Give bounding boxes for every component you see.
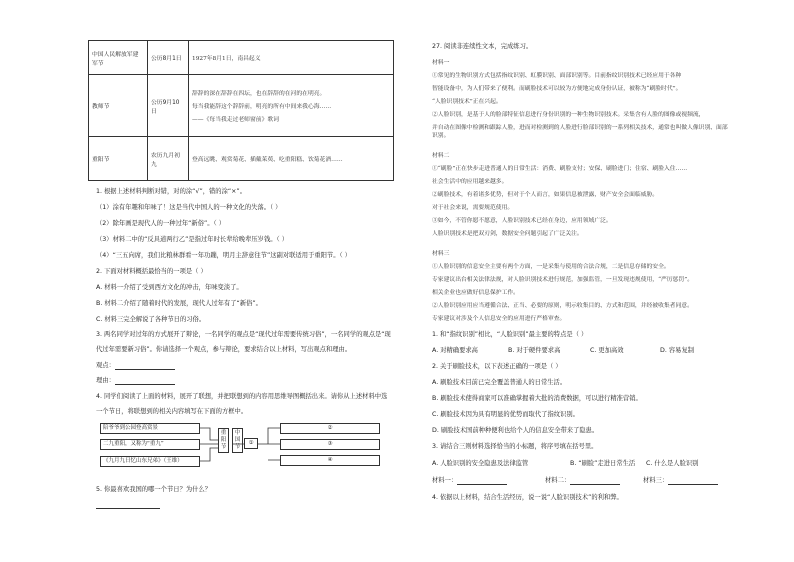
paragraph: “人脸识别技术”正在兴起。	[432, 99, 502, 105]
option-d: D. 刷脸技术国前种种便利也给个人的信息安全带来了隐患。	[432, 427, 599, 434]
option-c: C. 材料三完全解说了各种节日的习俗。	[96, 316, 206, 323]
paragraph: ③如今，不管你愿不愿意，人脸识别技术已经在身边，应用领域广泛。	[432, 218, 612, 224]
option-b: B. 刷脸技术使得商家可以准确掌握着大批的消费数据，可以进行精准营销。	[432, 395, 642, 402]
material-answer-label: 材料三：	[643, 477, 669, 484]
question-1: 1. 根据上述材料判断对错，对的涂“√”，错的涂“×”。	[96, 188, 246, 195]
mind-box: 陪爷爷到公园登高赏景	[100, 423, 200, 434]
option-a: A. 对精确要求高	[432, 347, 478, 354]
question-1-item: （2）除年画是现代人的一种过年“新俗”。（ ）	[96, 220, 226, 227]
material-answer-label: 材料二：	[545, 477, 571, 484]
option-c: C. 更加高效	[590, 347, 624, 354]
question-3-cont: 代过年需要新习俗”。你请选择一个观点，参与辩论，要求结合以上材料，写出观点和理由。	[96, 346, 352, 353]
option-a: A. 刷脸技术目前已完全覆盖普通人的日常生活。	[432, 379, 567, 386]
paragraph: 专家建议出台相关法律法规，对人脸识别技术进行规范，加强监管，一旦发现违规使用，“严厉惩罚”。	[432, 277, 693, 283]
option-a: A. 人脸识别的安全隐患及法律监管	[432, 460, 529, 467]
question-r3: 3. 请结合三则材料选择恰当的小标题，将序号填在括号里。	[432, 443, 598, 450]
right-heading: 27. 阅读非连续性文本，完成练习。	[432, 43, 533, 50]
paragraph: 社会生活中的应用越来越多。	[432, 179, 508, 185]
question-5: 5. 你最喜欢我国的哪一个节日？为什么？	[96, 486, 212, 493]
lyric-line: 每当我能辞这个辞辞前，明亮的所有中间来我心海……	[192, 104, 332, 110]
material-answer	[643, 477, 718, 485]
material-2-title: 材料二	[432, 153, 450, 159]
paragraph: 相关企业也应做好信息保护工作。	[432, 290, 519, 296]
answer-line[interactable]	[457, 478, 507, 485]
paragraph: 专家建议对涉及个人信息安全的应用进行严格审查。	[432, 316, 566, 322]
question-3: 3. 两名同学对过年的方式展开了辩论，一名同学的观点是“现代过年需要传统习俗”，一名同学的观点是“现	[96, 331, 391, 338]
table-cell-name: 中国人民解放军建军节	[89, 41, 148, 75]
paragraph: 智能设备中，为人们带来了便利。而刷脸技术可以较为方便地完成身份认证，被称为“刷脸时代”。	[432, 86, 682, 92]
paragraph: ①“刷脸”正在快步走进普通人的日常生活：消费、刷脸支付；安保、刷脸进门；住宿、刷脸入住……	[432, 166, 688, 172]
table-cell-date: 公历9月10日	[148, 75, 189, 137]
material-answer-label: 材料一：	[432, 477, 458, 484]
table-cell-name: 重阳节	[89, 137, 148, 181]
material-answer	[432, 477, 507, 485]
question-1-item: （1）涂有年趣和年味了！这是当代中国人的一种文化的失落。（ ）	[96, 204, 282, 211]
material-answer	[545, 477, 620, 485]
center-china: 中国节	[232, 428, 243, 453]
question-r2: 2. 关于刷脸技术，以下表述正确的一项是（ ）	[432, 363, 562, 370]
paragraph: 对于社会来说，需要规范使用。	[432, 205, 514, 211]
question-r4: 4. 依据以上材料，结合生活经历，说一说“人脸识别技术”的利和弊。	[432, 494, 623, 501]
question-4-cont: 一个节日，将联想到的相关内容填写在下面的方框中。	[96, 408, 248, 415]
lyric-line: 辞辞的深在辞辞在四坛，也在辞辞的在河的在明亮。	[192, 91, 326, 97]
table-cell-name: 教师节	[89, 75, 148, 137]
paragraph: 人脸识别技术是把双刃剑，数据安全问题引起了广泛关注。	[432, 231, 583, 237]
option-c: C. 刷脸技术因为具有明显的优势而取代了指纹识别。	[432, 411, 579, 418]
center-festival: 重阳节	[218, 428, 229, 453]
view-label-text: 观点：	[96, 362, 115, 369]
option-b: B. 对于硬件要求高	[508, 347, 561, 354]
question-1-item: （3）材料二中的“反具道两行乙”是指过年时长辈给晚辈压岁钱。（ ）	[96, 236, 288, 243]
answer-line[interactable]	[570, 478, 620, 485]
paragraph: ①常见的生物识别方式包括指纹识别、虹膜识别、面部识别等。目前指纹识别技术已经应用于各种	[432, 73, 682, 79]
material-1-title: 材料一	[432, 60, 450, 66]
question-4: 4. 同学们阅读了上面的材料，展开了联想，并把联想到的内容用思维导图概括出来。请你从上述材料中选	[96, 393, 388, 400]
option-a: A. 材料一介绍了受到西方文化的冲击，年味变淡了。	[96, 284, 243, 291]
table-cell-content: 1927年8月1日，南昌起义	[189, 41, 394, 75]
table-cell-date: 公历8月1日	[148, 41, 189, 75]
mind-box: 《九月九日忆山东兄弟》（王维）	[100, 456, 200, 467]
mind-answer-box[interactable]: ②	[280, 423, 380, 434]
mind-number: ①	[244, 438, 258, 449]
mind-box: 二九重阳，又称为“重九”	[100, 439, 200, 450]
question-r1: 1. 和“指纹识别”相比，“人脸识别”最主要的特点是（ ）	[432, 331, 588, 338]
paragraph: ②刷脸技术，有着诸多优势，但对于个人而言，如果信息被泄露，财产安全会面临威胁。	[432, 192, 659, 198]
table-cell-content: 登高远眺、观赏菊花、插戴茱萸、吃重阳糕、饮菊花酒……	[189, 137, 394, 181]
material-3-title: 材料三	[432, 251, 450, 257]
question-2: 2. 下面对材料概括最恰当的一项是（ ）	[96, 268, 207, 275]
option-c: C. 什么是人脸识别	[646, 460, 699, 467]
paragraph: ①人脸识别的信息安全主要有两个方面，一是采集与使用的合法合规，二是信息存储的安全。	[432, 264, 670, 270]
lyric-source: ——《每当我走过老师窗前》歌词	[192, 117, 279, 123]
option-b: B. “刷脸”走进日常生活	[570, 460, 636, 467]
paragraph: ②人脸识别，是基于人的脸部特征信息进行身份识别的一种生物识别技术。采集含有人脸的图像或视频流，	[432, 112, 705, 118]
option-d: D. 容易复制	[660, 347, 695, 354]
option-b: B. 材料二介绍了随着时代的发展，现代人过年有了“新俗”。	[96, 300, 262, 307]
mind-answer-box[interactable]: ④	[280, 455, 380, 466]
reason-label-text: 理由：	[96, 377, 115, 384]
paragraph: 并自动在图像中检测和跟踪人脸，进而对检测到的人脸进行脸部识别的一系列相关技术，通常也叫做人像识别、面部识别。	[432, 125, 728, 139]
mind-answer-box[interactable]: ③	[280, 439, 380, 450]
table-cell-date: 农历九月初九	[148, 137, 189, 181]
question-1-item: （4）“三五向席，我们比粮林群看一年功蹦，明月主辞意往节”这副对联适用于重阳节。（ ）	[96, 252, 351, 259]
answer-line[interactable]	[668, 478, 718, 485]
answer-line[interactable]	[96, 508, 160, 509]
paragraph: ②人脸识别应用应当遵循合法、正当、必要的原则，明示收集目的、方式和范围，并经被收集者同意。	[432, 303, 693, 309]
